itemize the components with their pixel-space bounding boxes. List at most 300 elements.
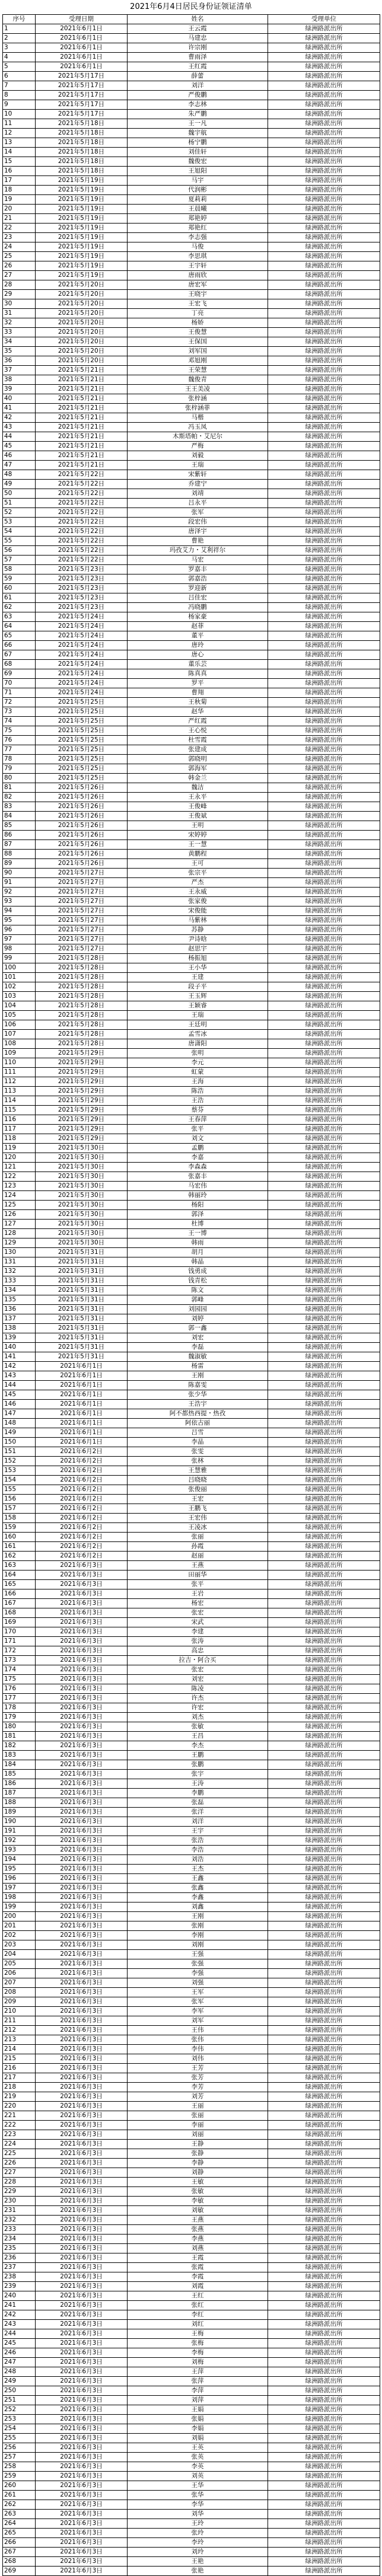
cell-accept-date: 2021年5月18日 (36, 129, 128, 138)
table-row (3, 2083, 380, 2092)
cell-name: 高忠 (128, 1646, 268, 1656)
cell-serial: 49 (3, 480, 36, 489)
cell-name: 郑艳红 (128, 224, 268, 233)
cell-serial: 11 (3, 119, 36, 129)
cell-accept-date: 2021年6月3日 (36, 2510, 128, 2519)
cell-accept-unit: 绿洲路派出所 (268, 24, 380, 34)
cell-accept-date: 2021年5月30日 (36, 1201, 128, 1210)
cell-accept-date: 2021年5月17日 (36, 72, 128, 81)
cell-name: 王海 (128, 1077, 268, 1087)
cell-accept-unit: 绿洲路派出所 (268, 499, 380, 508)
table-row (3, 1400, 380, 1409)
cell-accept-date: 2021年5月28日 (36, 1030, 128, 1039)
cell-name: 张萍 (128, 2377, 268, 2386)
cell-accept-date: 2021年6月3日 (36, 2367, 128, 2377)
table-row (3, 356, 380, 366)
cell-accept-date: 2021年6月3日 (36, 2329, 128, 2339)
cell-accept-unit: 绿洲路派出所 (268, 840, 380, 850)
cell-accept-date: 2021年6月3日 (36, 1921, 128, 1931)
cell-name: 魏俊宏 (128, 157, 268, 167)
table-row (3, 888, 380, 897)
table-row (3, 2529, 380, 2538)
cell-name: 刘靖 (128, 489, 268, 499)
cell-accept-unit: 绿洲路派出所 (268, 53, 380, 62)
cell-accept-date: 2021年5月31日 (36, 1333, 128, 1343)
table-row (3, 489, 380, 499)
cell-name: 段子平 (128, 982, 268, 992)
cell-serial: 8 (3, 91, 36, 100)
table-row (3, 1476, 380, 1485)
table-row (3, 1210, 380, 1220)
table-row (3, 2244, 380, 2253)
cell-name: 刘玲 (128, 2548, 268, 2557)
cell-accept-date: 2021年5月22日 (36, 537, 128, 546)
cell-accept-unit: 绿洲路派出所 (268, 404, 380, 413)
cell-accept-date: 2021年5月24日 (36, 679, 128, 688)
cell-name: 李燕 (128, 2235, 268, 2244)
table-row (3, 2045, 380, 2054)
table-row (3, 2225, 380, 2235)
cell-name: 王鹏飞 (128, 1504, 268, 1514)
cell-name: 张平 (128, 1125, 268, 1134)
cell-name: 王强 (128, 1950, 268, 1959)
cell-accept-unit: 绿洲路派出所 (268, 1808, 380, 1817)
cell-name: 王颖睿 (128, 1001, 268, 1011)
cell-name: 张军 (128, 508, 268, 518)
cell-accept-date: 2021年6月3日 (36, 1997, 128, 2007)
cell-serial: 183 (3, 1751, 36, 1760)
table-row (3, 2538, 380, 2548)
cell-name: 张涛 (128, 1637, 268, 1646)
cell-accept-date: 2021年5月28日 (36, 954, 128, 963)
table-row (3, 1428, 380, 1438)
table-row (3, 603, 380, 612)
cell-serial: 208 (3, 1988, 36, 1997)
cell-accept-date: 2021年6月3日 (36, 1599, 128, 1608)
cell-name: 李萍 (128, 2386, 268, 2396)
table-row (3, 442, 380, 451)
cell-serial: 265 (3, 2529, 36, 2538)
cell-accept-date: 2021年6月3日 (36, 1978, 128, 1988)
cell-name: 张洋 (128, 1808, 268, 1817)
cell-accept-unit: 绿洲路派出所 (268, 1874, 380, 1884)
table-row (3, 2443, 380, 2453)
cell-name: 马建忠 (128, 34, 268, 43)
cell-accept-unit: 绿洲路派出所 (268, 622, 380, 631)
cell-accept-date: 2021年6月1日 (36, 53, 128, 62)
cell-accept-date: 2021年5月21日 (36, 385, 128, 394)
cell-accept-date: 2021年6月3日 (36, 1836, 128, 1846)
cell-accept-date: 2021年6月3日 (36, 2111, 128, 2121)
cell-serial: 200 (3, 1912, 36, 1921)
cell-serial: 61 (3, 593, 36, 603)
cell-name: 李芳 (128, 2083, 268, 2092)
cell-accept-unit: 绿洲路派出所 (268, 1561, 380, 1571)
table-row (3, 1969, 380, 1978)
cell-accept-date: 2021年6月3日 (36, 1950, 128, 1959)
cell-accept-date: 2021年6月1日 (36, 1438, 128, 1447)
cell-serial: 127 (3, 1220, 36, 1229)
cell-name: 张静 (128, 2149, 268, 2159)
cell-name: 郭嘉浩 (128, 574, 268, 584)
cell-serial: 239 (3, 2282, 36, 2291)
cell-accept-unit: 绿洲路派出所 (268, 1134, 380, 1144)
cell-accept-unit: 绿洲路派出所 (268, 1238, 380, 1248)
table-row (3, 954, 380, 963)
cell-serial: 221 (3, 2111, 36, 2121)
cell-accept-date: 2021年5月20日 (36, 347, 128, 356)
cell-accept-unit: 绿洲路派出所 (268, 1637, 380, 1646)
cell-accept-date: 2021年6月3日 (36, 2282, 128, 2291)
cell-name: 王红 (128, 2291, 268, 2301)
cell-accept-unit: 绿洲路派出所 (268, 290, 380, 299)
cell-name: 严红霞 (128, 717, 268, 726)
cell-serial: 18 (3, 186, 36, 195)
cell-accept-date: 2021年5月27日 (36, 897, 128, 906)
cell-name: 王王美凌 (128, 385, 268, 394)
cell-serial: 120 (3, 1153, 36, 1163)
table-row (3, 1523, 380, 1533)
cell-serial: 67 (3, 650, 36, 660)
cell-accept-unit: 绿洲路派出所 (268, 1921, 380, 1931)
table-row (3, 1153, 380, 1163)
cell-accept-date: 2021年6月3日 (36, 2377, 128, 2386)
cell-name: 苏静 (128, 925, 268, 935)
cell-serial: 34 (3, 337, 36, 347)
id-card-list-table (2, 14, 380, 2576)
cell-serial: 64 (3, 622, 36, 631)
cell-accept-unit: 绿洲路派出所 (268, 2301, 380, 2310)
cell-accept-unit: 绿洲路派出所 (268, 1571, 380, 1580)
cell-accept-unit: 绿洲路派出所 (268, 252, 380, 261)
cell-accept-unit: 绿洲路派出所 (268, 1438, 380, 1447)
cell-serial: 227 (3, 2168, 36, 2178)
cell-accept-date: 2021年5月20日 (36, 290, 128, 299)
table-row (3, 1580, 380, 1589)
table-row (3, 1371, 380, 1381)
cell-accept-unit: 绿洲路派出所 (268, 783, 380, 793)
cell-name: 张伟 (128, 2035, 268, 2045)
cell-serial: 231 (3, 2206, 36, 2216)
cell-serial: 140 (3, 1343, 36, 1352)
cell-accept-unit: 绿洲路派出所 (268, 2187, 380, 2197)
cell-serial: 207 (3, 1978, 36, 1988)
table-row (3, 717, 380, 726)
cell-accept-unit: 绿洲路派出所 (268, 1314, 380, 1324)
cell-name: 李玲 (128, 2538, 268, 2548)
cell-accept-unit: 绿洲路派出所 (268, 385, 380, 394)
table-row (3, 1352, 380, 1362)
table-row (3, 1732, 380, 1741)
cell-serial: 37 (3, 366, 36, 375)
cell-name: 张敏 (128, 1722, 268, 1732)
table-row (3, 148, 380, 157)
cell-accept-date: 2021年6月3日 (36, 1618, 128, 1627)
cell-accept-date: 2021年6月3日 (36, 1703, 128, 1713)
cell-accept-date: 2021年5月24日 (36, 660, 128, 669)
cell-accept-unit: 绿洲路派出所 (268, 1751, 380, 1760)
cell-accept-date: 2021年6月3日 (36, 2529, 128, 2538)
cell-name: 朱严鹏 (128, 110, 268, 119)
cell-accept-unit: 绿洲路派出所 (268, 138, 380, 148)
cell-accept-unit: 绿洲路派出所 (268, 717, 380, 726)
cell-accept-unit: 绿洲路派出所 (268, 480, 380, 489)
table-row (3, 2159, 380, 2168)
cell-name: 冯晓鹏 (128, 603, 268, 612)
table-row (3, 1191, 380, 1201)
cell-name: 吕佳宏 (128, 593, 268, 603)
cell-name: 李杰 (128, 1741, 268, 1751)
cell-serial: 211 (3, 2016, 36, 2026)
table-row (3, 2462, 380, 2472)
table-row (3, 2301, 380, 2310)
table-row (3, 1599, 380, 1608)
cell-accept-unit: 绿洲路派出所 (268, 2358, 380, 2367)
table-row (3, 2500, 380, 2510)
cell-accept-date: 2021年6月3日 (36, 1589, 128, 1599)
table-row (3, 1220, 380, 1229)
cell-accept-unit: 绿洲路派出所 (268, 1352, 380, 1362)
cell-accept-unit: 绿洲路派出所 (268, 508, 380, 518)
cell-accept-date: 2021年5月29日 (36, 1087, 128, 1096)
table-row (3, 565, 380, 574)
cell-name: 张梓涵菲 (128, 404, 268, 413)
cell-accept-unit: 绿洲路派出所 (268, 2424, 380, 2434)
table-row (3, 2348, 380, 2358)
table-row (3, 698, 380, 707)
cell-accept-unit: 绿洲路派出所 (268, 280, 380, 290)
cell-accept-unit: 绿洲路派出所 (268, 1371, 380, 1381)
cell-accept-date: 2021年5月28日 (36, 1001, 128, 1011)
cell-accept-date: 2021年5月18日 (36, 119, 128, 129)
cell-name: 刘军国 (128, 347, 268, 356)
cell-accept-date: 2021年5月21日 (36, 404, 128, 413)
cell-accept-date: 2021年6月3日 (36, 2424, 128, 2434)
table-row (3, 461, 380, 470)
cell-accept-unit: 绿洲路派出所 (268, 1760, 380, 1770)
cell-serial: 94 (3, 906, 36, 916)
cell-accept-date: 2021年6月3日 (36, 2083, 128, 2092)
table-row (3, 167, 380, 176)
cell-accept-unit: 绿洲路派出所 (268, 2235, 380, 2244)
cell-serial: 223 (3, 2130, 36, 2140)
cell-serial: 90 (3, 869, 36, 878)
cell-name: 王俊斌 (128, 812, 268, 821)
cell-serial: 256 (3, 2443, 36, 2453)
cell-accept-unit: 绿洲路派出所 (268, 1020, 380, 1030)
cell-name: 罗嘉丰 (128, 565, 268, 574)
cell-accept-unit: 绿洲路派出所 (268, 850, 380, 859)
cell-accept-date: 2021年6月3日 (36, 2548, 128, 2557)
table-row (3, 2216, 380, 2225)
table-row (3, 1068, 380, 1077)
cell-accept-unit: 绿洲路派出所 (268, 1912, 380, 1921)
table-row (3, 2491, 380, 2500)
cell-accept-unit: 绿洲路派出所 (268, 707, 380, 717)
cell-accept-unit: 绿洲路派出所 (268, 518, 380, 527)
cell-accept-date: 2021年5月30日 (36, 1163, 128, 1172)
table-row (3, 2102, 380, 2111)
cell-accept-unit: 绿洲路派出所 (268, 2405, 380, 2415)
table-row (3, 1988, 380, 1997)
cell-name: 李志强 (128, 233, 268, 242)
table-row (3, 1286, 380, 1295)
cell-serial: 53 (3, 518, 36, 527)
cell-accept-unit: 绿洲路派出所 (268, 2253, 380, 2263)
cell-name: 杨家豪 (128, 612, 268, 622)
cell-serial: 70 (3, 679, 36, 688)
cell-accept-date: 2021年6月3日 (36, 1580, 128, 1589)
cell-accept-unit: 绿洲路派出所 (268, 1599, 380, 1608)
cell-serial: 24 (3, 242, 36, 252)
cell-serial: 36 (3, 356, 36, 366)
cell-name: 丁亮 (128, 309, 268, 318)
cell-name: 张建成 (128, 745, 268, 755)
cell-name: 王建 (128, 973, 268, 982)
cell-accept-date: 2021年5月28日 (36, 1020, 128, 1030)
cell-accept-unit: 绿洲路派出所 (268, 1580, 380, 1589)
cell-name: 邓旭刚 (128, 356, 268, 366)
cell-accept-unit: 绿洲路派出所 (268, 878, 380, 888)
cell-accept-date: 2021年5月30日 (36, 1182, 128, 1191)
cell-accept-unit: 绿洲路派出所 (268, 1362, 380, 1371)
cell-accept-date: 2021年5月28日 (36, 1039, 128, 1049)
cell-serial: 212 (3, 2026, 36, 2035)
table-row (3, 375, 380, 385)
cell-accept-unit: 绿洲路派出所 (268, 2149, 380, 2159)
table-row (3, 1163, 380, 1172)
cell-name: 李强 (128, 1969, 268, 1978)
cell-accept-date: 2021年6月3日 (36, 2415, 128, 2424)
cell-accept-unit: 绿洲路派出所 (268, 1087, 380, 1096)
cell-name: 张浩 (128, 1836, 268, 1846)
cell-accept-unit: 绿洲路派出所 (268, 100, 380, 110)
cell-accept-date: 2021年5月21日 (36, 423, 128, 432)
table-row (3, 157, 380, 167)
cell-name: 马紫林 (128, 916, 268, 925)
cell-accept-unit: 绿洲路派出所 (268, 1011, 380, 1020)
cell-accept-date: 2021年6月3日 (36, 1789, 128, 1798)
cell-accept-date: 2021年6月3日 (36, 1912, 128, 1921)
table-row (3, 2092, 380, 2102)
cell-name: 王永威 (128, 888, 268, 897)
cell-accept-date: 2021年6月3日 (36, 1760, 128, 1770)
cell-accept-unit: 绿洲路派出所 (268, 1106, 380, 1115)
cell-serial: 66 (3, 641, 36, 650)
cell-accept-date: 2021年6月3日 (36, 1694, 128, 1703)
cell-name: 唐心 (128, 650, 268, 660)
cell-serial: 150 (3, 1438, 36, 1447)
cell-serial: 45 (3, 442, 36, 451)
cell-name: 郑艳婷 (128, 214, 268, 224)
cell-accept-date: 2021年6月3日 (36, 2054, 128, 2064)
cell-accept-unit: 绿洲路派出所 (268, 1485, 380, 1495)
cell-accept-date: 2021年5月23日 (36, 603, 128, 612)
cell-accept-date: 2021年6月1日 (36, 1409, 128, 1419)
cell-name: 张芳 (128, 2073, 268, 2083)
cell-accept-unit: 绿洲路派出所 (268, 1646, 380, 1656)
table-row (3, 1144, 380, 1153)
table-row (3, 318, 380, 328)
cell-accept-date: 2021年5月29日 (36, 1058, 128, 1068)
cell-accept-date: 2021年5月28日 (36, 973, 128, 982)
cell-name: 刘芳 (128, 2092, 268, 2102)
cell-serial: 52 (3, 508, 36, 518)
cell-accept-unit: 绿洲路派出所 (268, 2491, 380, 2500)
cell-name: 李森森 (128, 1163, 268, 1172)
cell-accept-date: 2021年6月3日 (36, 2168, 128, 2178)
cell-serial: 113 (3, 1087, 36, 1096)
cell-serial: 262 (3, 2500, 36, 2510)
cell-serial: 84 (3, 812, 36, 821)
table-row (3, 34, 380, 43)
cell-name: 郭一鑫 (128, 1324, 268, 1333)
cell-accept-date: 2021年5月29日 (36, 1134, 128, 1144)
cell-accept-unit: 绿洲路派出所 (268, 1675, 380, 1684)
table-row (3, 2035, 380, 2045)
cell-name: 王军 (128, 1988, 268, 1997)
cell-accept-date: 2021年5月27日 (36, 869, 128, 878)
cell-name: 刘宏 (128, 1333, 268, 1343)
cell-serial: 224 (3, 2140, 36, 2149)
cell-accept-unit: 绿洲路派出所 (268, 669, 380, 679)
cell-serial: 137 (3, 1314, 36, 1324)
cell-accept-unit: 绿洲路派出所 (268, 2320, 380, 2329)
table-row (3, 2073, 380, 2083)
cell-accept-unit: 绿洲路派出所 (268, 1201, 380, 1210)
cell-serial: 260 (3, 2481, 36, 2491)
cell-name: 韩雨 (128, 1238, 268, 1248)
cell-accept-date: 2021年6月3日 (36, 1675, 128, 1684)
cell-accept-date: 2021年6月3日 (36, 1656, 128, 1665)
table-row (3, 309, 380, 318)
cell-name: 孟雪冰 (128, 1030, 268, 1039)
cell-serial: 161 (3, 1542, 36, 1552)
cell-serial: 6 (3, 72, 36, 81)
table-row (3, 129, 380, 138)
cell-accept-date: 2021年5月31日 (36, 1343, 128, 1352)
table-row (3, 1343, 380, 1352)
table-row (3, 2253, 380, 2263)
cell-name: 刘毅 (128, 451, 268, 461)
cell-accept-date: 2021年6月3日 (36, 2206, 128, 2216)
table-row (3, 2263, 380, 2272)
cell-accept-date: 2021年6月3日 (36, 2348, 128, 2358)
table-row (3, 669, 380, 679)
table-row (3, 821, 380, 831)
table-row (3, 394, 380, 404)
cell-accept-unit: 绿洲路派出所 (268, 1324, 380, 1333)
cell-accept-unit: 绿洲路派出所 (268, 916, 380, 925)
table-row (3, 925, 380, 935)
table-row (3, 1542, 380, 1552)
cell-serial: 38 (3, 375, 36, 385)
cell-accept-unit: 绿洲路派出所 (268, 1030, 380, 1039)
cell-name: 刘丽 (128, 2130, 268, 2140)
cell-accept-unit: 绿洲路派出所 (268, 2348, 380, 2358)
cell-accept-unit: 绿洲路派出所 (268, 2054, 380, 2064)
cell-accept-date: 2021年6月3日 (36, 1751, 128, 1760)
table-row (3, 1713, 380, 1722)
cell-name: 许宗刚 (128, 43, 268, 53)
cell-serial: 60 (3, 584, 36, 593)
cell-accept-unit: 绿洲路派出所 (268, 186, 380, 195)
cell-accept-date: 2021年5月18日 (36, 167, 128, 176)
table-row (3, 1125, 380, 1134)
cell-serial: 144 (3, 1381, 36, 1390)
cell-accept-unit: 绿洲路派出所 (268, 2510, 380, 2519)
cell-accept-unit: 绿洲路派出所 (268, 1276, 380, 1286)
